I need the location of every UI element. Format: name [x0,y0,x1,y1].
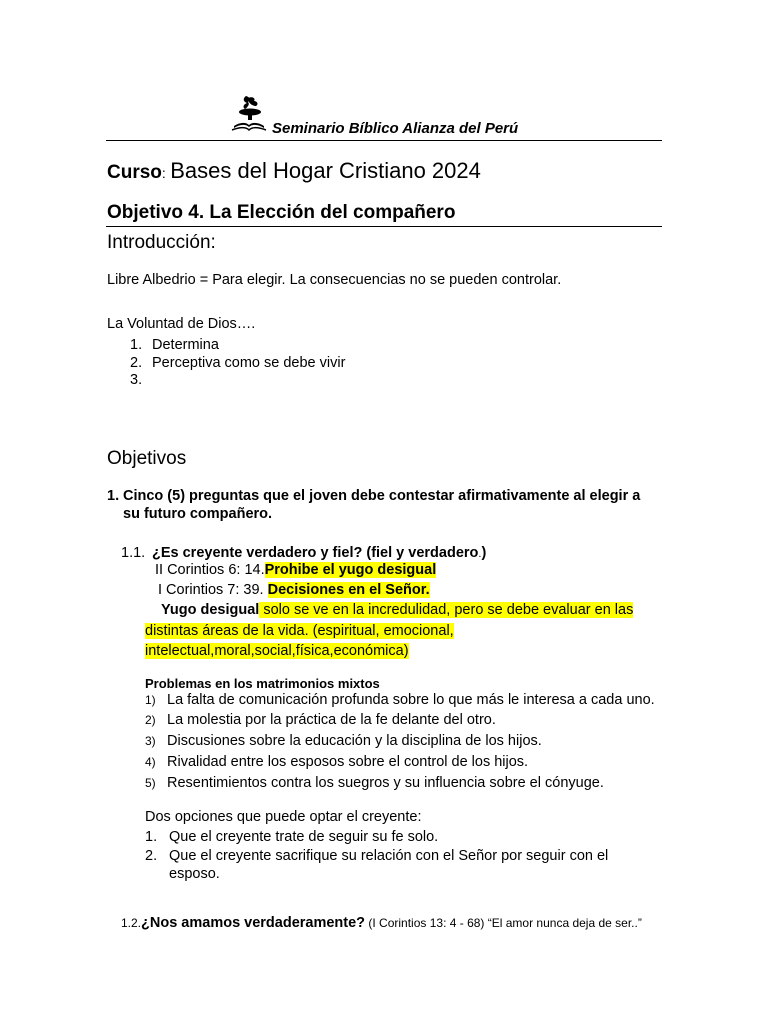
voluntad-heading: La Voluntad de Dios…. [107,316,256,332]
voluntad-item-1: 1. Determina [130,337,219,353]
intro-heading: Introducción: [107,232,216,253]
course-label: Curso [107,162,162,183]
opciones-item-1: 1. Que el creyente trate de seguir su fe solo. [145,829,439,845]
problemas-heading: Problemas en los matrimonios mixtos [145,676,380,691]
course-line [107,158,481,184]
objetivos-heading: Objetivos [107,448,187,469]
yugo-line3: intelectual,moral,social,física,económica) [145,643,409,659]
yugo-line2: distintas áreas de la vida. (espiritual, emocional, [145,623,454,639]
opciones-heading: Dos opciones que puede optar el creyente: [145,809,422,825]
yugo-line1: Yugo desigual solo se ve en la incredulidad, pero se debe evaluar en las [161,602,634,618]
voluntad-item-3: 3. [130,372,143,388]
ref-ii-corintios: II Corintios 6: 14.Prohibe el yugo desigual [155,562,437,578]
institution-name: Seminario Bíblico Alianza del Perú [272,120,519,137]
ref-i-corintios: I Corintios 7: 39. Decisiones en el Señor. [158,582,430,598]
problemas-item-1: 1) La falta de comunicación profunda sobre lo que más le interesa a cada uno. [145,692,655,708]
opciones-item-2-cont: esposo. [169,866,220,882]
point1-line2: su futuro compañero. [123,506,273,522]
objective-title: Objetivo 4. La Elección del compañero [107,202,456,223]
libre-albedrio-text: Libre Albedrio = Para elegir. La consecuencias no se pueden controlar. [107,272,562,288]
question-1-2: 1.2.¿Nos amamos verdaderamente? (I Corintios 13: 4 - 68) “El amor nunca deja de ser..” [121,915,642,931]
course-name: Bases del Hogar Cristiano 2024 [170,158,481,183]
problemas-item-4: 4) Rivalidad entre los esposos sobre el control de los hijos. [145,754,529,770]
problemas-item-5: 5) Resentimientos contra los suegros y su influencia sobre el cónyuge. [145,775,604,791]
problemas-item-3: 3) Discusiones sobre la educación y la disciplina de los hijos. [145,733,542,749]
point1-line1: 1. Cinco (5) preguntas que el joven debe contestar afirmativamente al elegir a [107,488,641,504]
lamp-book-logo-icon [228,92,270,134]
voluntad-item-2: 2. Perceptiva como se debe vivir [130,355,346,371]
header-rule [106,140,662,141]
opciones-item-2: 2. Que el creyente sacrifique su relación con el Señor por seguir con el [145,848,609,864]
course-sep: : [161,165,166,181]
problemas-item-2: 2) La molestia por la práctica de la fe delante del otro. [145,712,496,728]
objective-rule [106,226,662,227]
question-1-1: 1.1. ¿Es creyente verdadero y fiel? (fiel y verdadero.) [121,545,487,561]
